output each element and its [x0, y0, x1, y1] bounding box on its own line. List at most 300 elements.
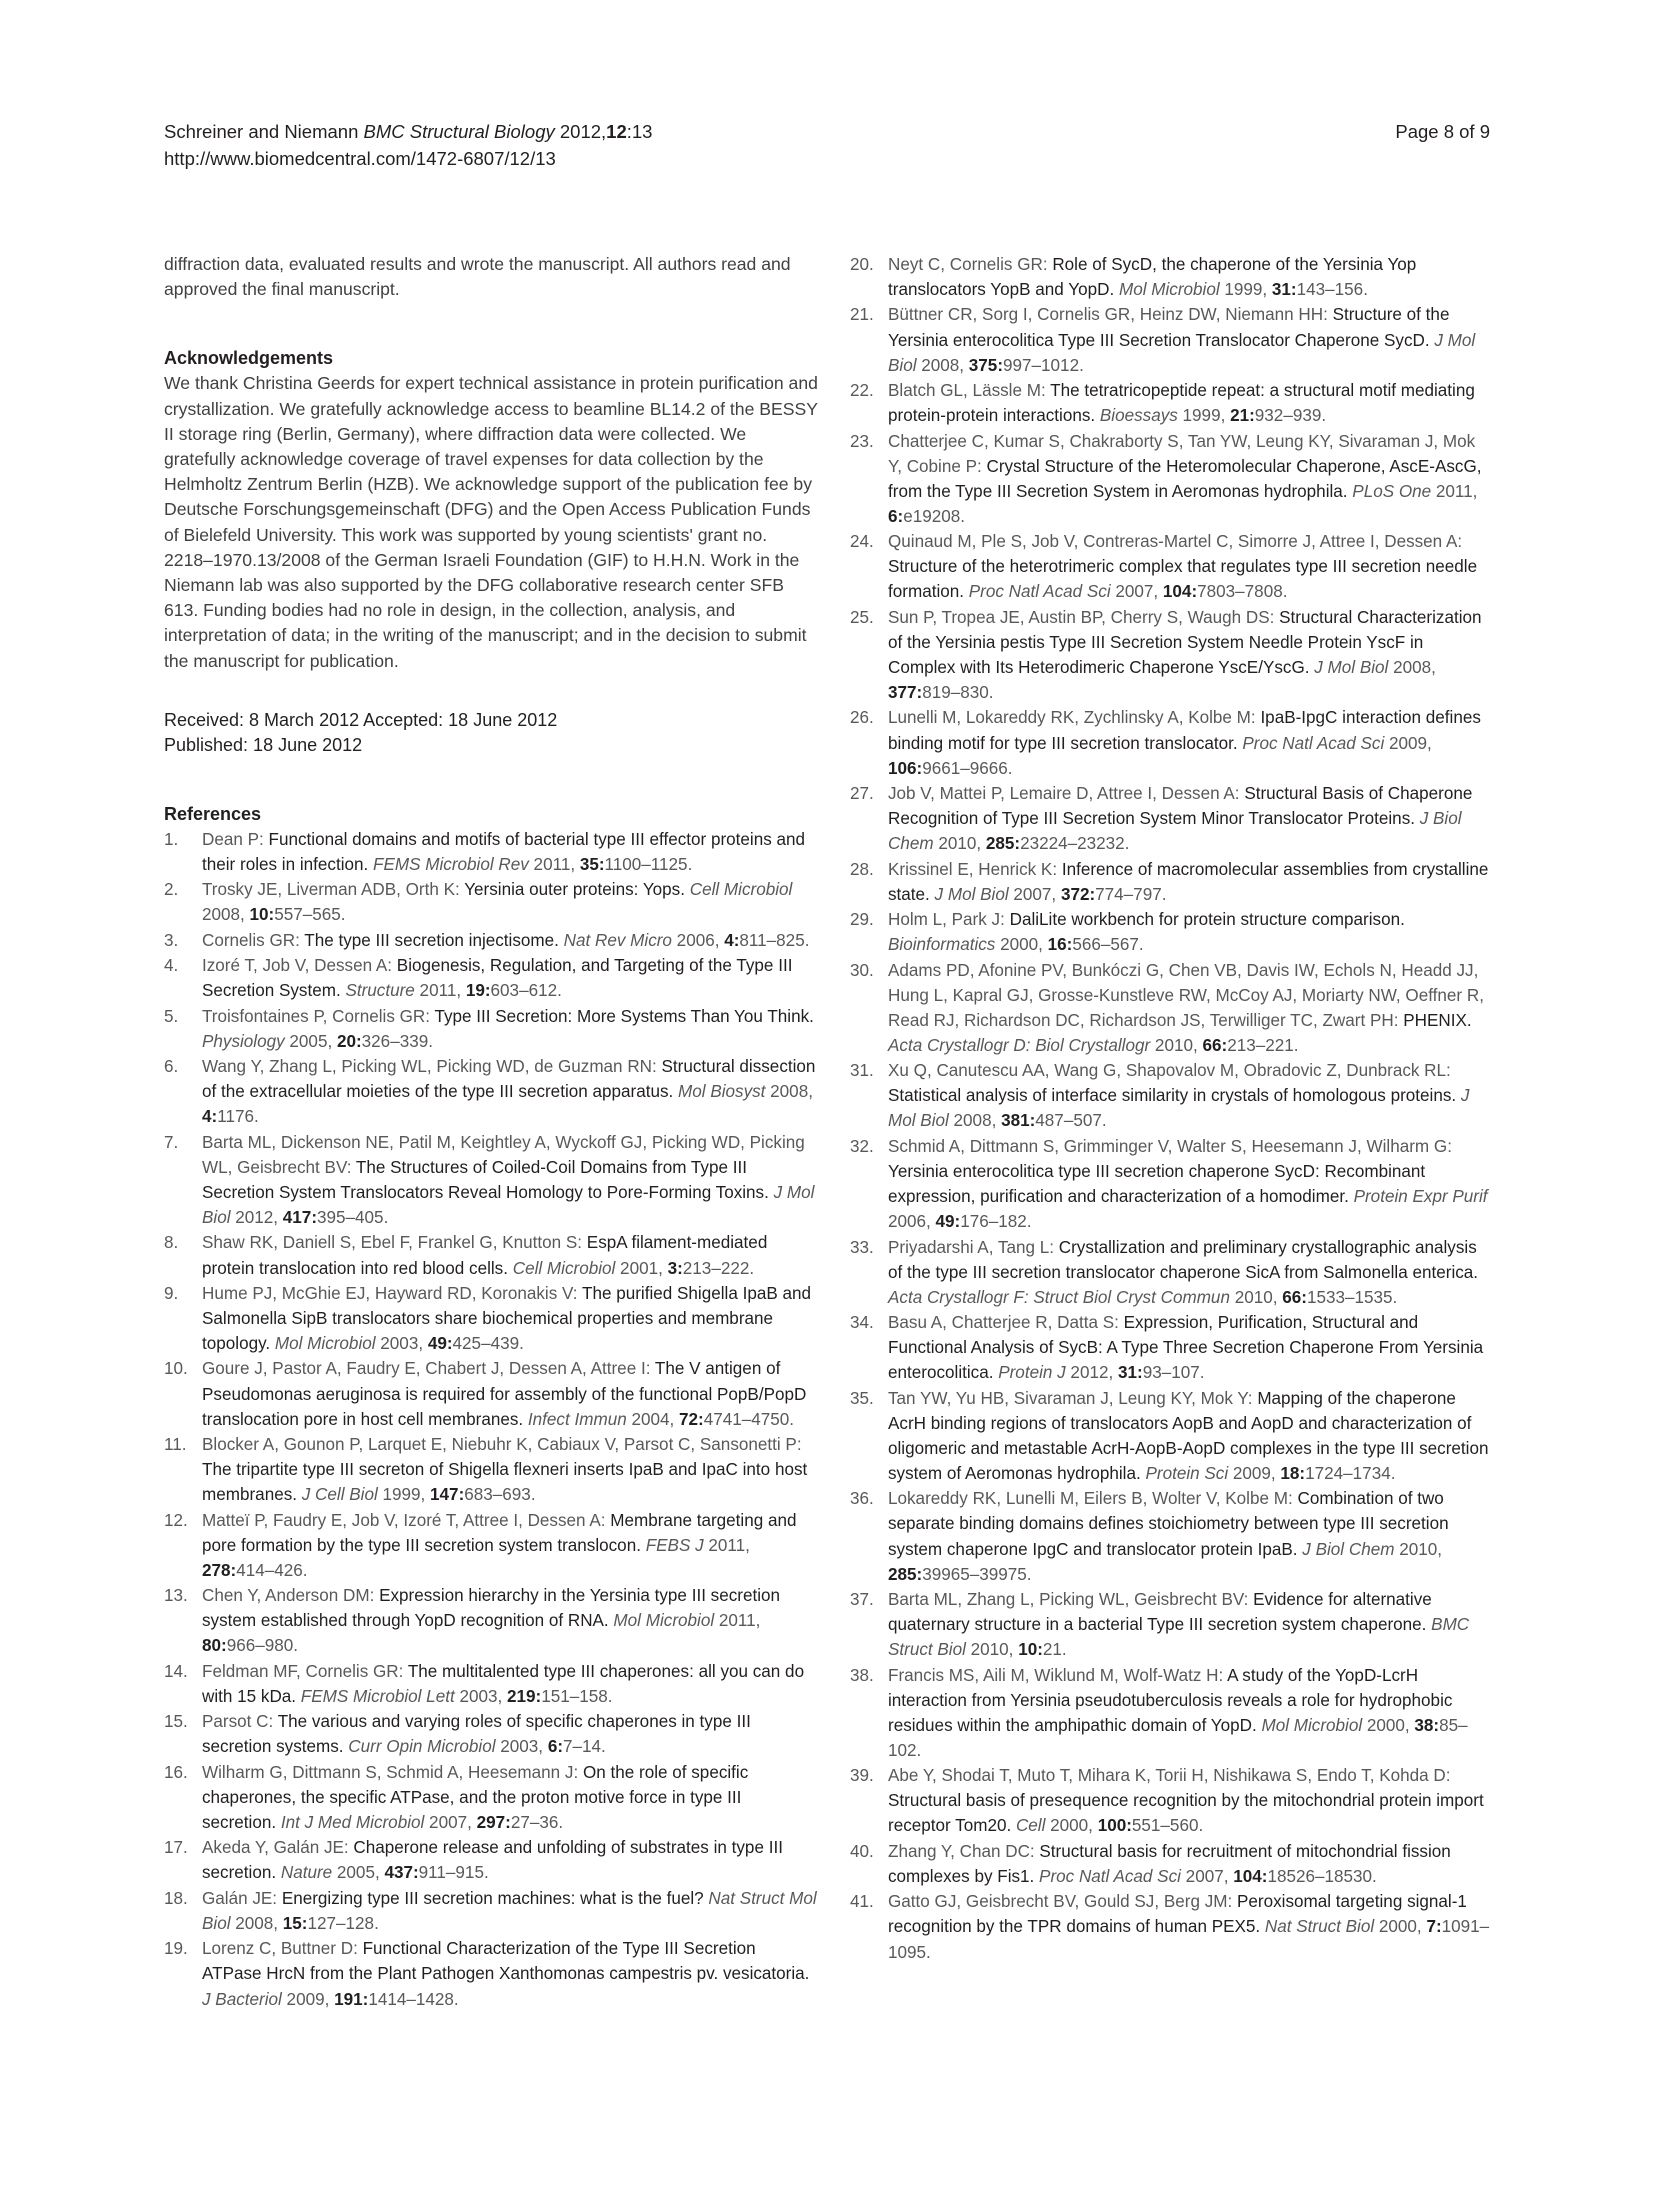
- reference-title[interactable]: Functional domains and motifs of bacterial type III effector proteins and their roles in infection.: [202, 829, 806, 874]
- reference-pages: 143–156.: [1296, 280, 1368, 300]
- reference-journal: Bioessays: [1095, 406, 1178, 426]
- reference-number: 29.: [850, 910, 874, 930]
- reference-number: 33.: [850, 1237, 874, 1257]
- reference-year: 2008,: [230, 1913, 283, 1933]
- reference-pages: 603–612.: [490, 981, 562, 1001]
- reference-journal: PLoS One: [1347, 481, 1432, 501]
- reference-number: 22.: [850, 381, 874, 401]
- reference-title[interactable]: The tripartite type III secreton of Shigella flexneri inserts IpaB and IpaC into host membranes.: [202, 1460, 808, 1505]
- reference-pages: 1100–1125.: [604, 854, 693, 874]
- reference-authors: Trosky JE, Liverman ADB, Orth K:: [202, 880, 465, 900]
- reference-pages: 1533–1535.: [1306, 1287, 1398, 1307]
- citation-line: [164, 118, 1490, 172]
- reference-pages: 557–565.: [274, 905, 346, 925]
- reference-number: 39.: [850, 1766, 874, 1786]
- reference-volume: 20:: [336, 1031, 362, 1051]
- reference-title[interactable]: Crystallization and preliminary crystallographic analysis of the type III secretion translocator chaperone SicA from Salmonella enterica.: [888, 1237, 1479, 1282]
- reference-year: 2007,: [1008, 884, 1061, 904]
- reference-item: [850, 1058, 1490, 1133]
- right-column: [850, 252, 1490, 1965]
- reference-item: [850, 605, 1490, 705]
- reference-authors: Lokareddy RK, Lunelli M, Eilers B, Wolter V, Kolbe M:: [888, 1489, 1298, 1509]
- reference-volume: 15:: [282, 1913, 308, 1933]
- reference-number: 28.: [850, 859, 874, 879]
- reference-volume: 7:: [1426, 1917, 1442, 1937]
- reference-authors: Barta ML, Zhang L, Picking WL, Geisbrecht BV:: [888, 1590, 1254, 1610]
- reference-title[interactable]: Structural basis of presequence recognition by the mitochondrial protein import receptor Tom20.: [888, 1791, 1484, 1836]
- reference-pages: 487–507.: [1035, 1111, 1107, 1131]
- reference-journal: Mol Biosyst: [673, 1082, 766, 1102]
- reference-pages: 997–1012.: [1003, 355, 1084, 375]
- reference-title[interactable]: Structural Characterization of the Yersinia pestis Type III Secretion System Needle Protein YscF in Complex with Its Heterodimeric Chaperone YscE/YscG.: [888, 607, 1482, 677]
- reference-authors: Holm L, Park J:: [888, 910, 1010, 930]
- reference-number: 40.: [850, 1841, 874, 1861]
- reference-year: 2010,: [933, 834, 986, 854]
- reference-journal: BMC Struct Biol: [888, 1615, 1470, 1660]
- reference-volume: 191:: [334, 1989, 369, 2009]
- reference-number: 21.: [850, 305, 874, 325]
- reference-volume: 372:: [1060, 884, 1096, 904]
- reference-journal: Proc Natl Acad Sci: [1237, 733, 1385, 753]
- reference-year: 2007,: [424, 1812, 477, 1832]
- header-article: :13: [626, 121, 653, 142]
- reference-title[interactable]: Structural Basis of Chaperone Recognition of Type III Secretion System Minor Translocator Proteins.: [888, 784, 1473, 829]
- reference-journal: Int J Med Microbiol: [276, 1812, 425, 1832]
- reference-pages: 9661–9666.: [922, 758, 1013, 778]
- reference-journal: Protein J: [993, 1363, 1066, 1383]
- reference-journal: J Biol Chem: [888, 809, 1462, 854]
- reference-authors: Goure J, Pastor A, Faudry E, Chabert J, Dessen A, Attree I:: [202, 1359, 655, 1379]
- reference-authors: Matteï P, Faudry E, Job V, Izoré T, Attree I, Dessen A:: [202, 1510, 611, 1530]
- reference-journal: J Mol Biol: [202, 1182, 815, 1228]
- reference-pages: 23224–23232.: [1020, 834, 1130, 854]
- reference-title[interactable]: The V antigen of Pseudomonas aeruginosa is required for assembly of the functional PopB/PopD translocation pore in host cell membranes.: [202, 1359, 807, 1429]
- reference-number: 6.: [164, 1057, 179, 1077]
- reference-item: [164, 953, 818, 1003]
- reference-item: [850, 781, 1490, 856]
- reference-number: 31.: [850, 1061, 874, 1081]
- reference-year: 1999,: [1177, 406, 1231, 426]
- reference-volume: 285:: [985, 834, 1021, 854]
- reference-year: 2009,: [1228, 1463, 1281, 1483]
- reference-volume: 375:: [968, 355, 1004, 375]
- reference-title[interactable]: The various and varying roles of specific chaperones in type III secretion systems.: [202, 1712, 751, 1757]
- reference-pages: 213–221.: [1227, 1035, 1299, 1055]
- reference-item: [164, 928, 818, 953]
- reference-authors: Feldman MF, Cornelis GR:: [202, 1661, 408, 1681]
- reference-volume: 35:: [579, 854, 605, 874]
- reference-pages: 1724–1734.: [1305, 1463, 1396, 1483]
- reference-volume: 377:: [888, 683, 923, 703]
- reference-pages: 566–567.: [1072, 935, 1144, 955]
- header-authors: Schreiner and Niemann: [164, 121, 359, 142]
- reference-volume: 31:: [1117, 1363, 1143, 1383]
- reference-authors: Adams PD, Afonine PV, Bunkóczi G, Chen VB, Davis IW, Echols N, Headd JJ, Hung L, Kapral GJ, Grosse-Kunstleve RW, McCoy AJ, Moriarty NW, Oeffner R, Read RJ, Richardson DC, Richardson JS, Terwilliger TC, Zwart PH:: [888, 960, 1484, 1030]
- reference-item: [164, 1508, 818, 1583]
- reference-list-left: [164, 827, 818, 2012]
- reference-year: 2012,: [230, 1208, 283, 1228]
- reference-title[interactable]: Structural basis for recruitment of mitochondrial fission complexes by Fis1.: [888, 1841, 1451, 1886]
- reference-volume: 297:: [476, 1812, 511, 1832]
- reference-volume: 10:: [249, 905, 275, 925]
- reference-title[interactable]: Membrane targeting and pore formation by the type III secretion system translocon.: [202, 1510, 797, 1555]
- reference-journal: J Mol Biol: [929, 884, 1009, 904]
- reference-item: [164, 1760, 818, 1835]
- reference-authors: Chen Y, Anderson DM:: [202, 1586, 380, 1606]
- reference-title[interactable]: The purified Shigella IpaB and Salmonella SipB translocators share biochemical properties and membrane topology.: [202, 1283, 812, 1354]
- reference-authors: Galán JE:: [202, 1888, 282, 1908]
- reference-authors: Lunelli M, Lokareddy RK, Zychlinsky A, Kolbe M:: [888, 708, 1261, 728]
- reference-authors: Sun P, Tropea JE, Austin BP, Cherry S, Waugh DS:: [888, 607, 1280, 627]
- reference-authors: Barta ML, Dickenson NE, Patil M, Keightley A, Wyckoff GJ, Picking WD, Picking WL, Geisbrecht BV:: [202, 1132, 805, 1177]
- reference-pages: 911–915.: [418, 1863, 489, 1883]
- reference-title[interactable]: Statistical analysis of interface similarity in crystals of homologous proteins.: [888, 1086, 1457, 1106]
- reference-title[interactable]: Biogenesis, Regulation, and Targeting of the Type III Secretion System.: [202, 956, 793, 1001]
- reference-authors: Akeda Y, Galán JE:: [202, 1838, 354, 1858]
- reference-title[interactable]: Inference of macromolecular assemblies from crystalline state.: [888, 859, 1489, 904]
- reference-item: [850, 429, 1490, 529]
- reference-volume: 104:: [1162, 582, 1198, 602]
- reference-journal: J Mol Biol: [1309, 657, 1389, 677]
- reference-number: 11.: [164, 1435, 187, 1455]
- reference-authors: Hume PJ, McGhie EJ, Hayward RD, Koronakis V:: [202, 1283, 582, 1303]
- reference-item: [164, 1130, 818, 1230]
- reference-journal: Cell Microbiol: [507, 1258, 616, 1278]
- reference-authors: Schmid A, Dittmann S, Grimminger V, Walter S, Heesemann J, Wilharm G:: [888, 1136, 1452, 1156]
- reference-pages: 39965–39975.: [922, 1564, 1032, 1584]
- reference-year: 2010,: [1150, 1035, 1203, 1055]
- reference-pages: 414–426.: [236, 1560, 308, 1580]
- reference-year: 2011,: [1431, 481, 1478, 501]
- reference-pages: 932–939.: [1254, 406, 1327, 426]
- reference-authors: Zhang Y, Chan DC:: [888, 1841, 1040, 1861]
- reference-authors: Gatto GJ, Geisbrecht BV, Gould SJ, Berg JM:: [888, 1892, 1237, 1912]
- reference-journal: Acta Crystallogr F: Struct Biol Cryst Commun: [888, 1287, 1230, 1307]
- reference-item: [164, 877, 818, 927]
- reference-item: [850, 1310, 1490, 1385]
- reference-authors: Troisfontaines P, Cornelis GR:: [202, 1006, 435, 1026]
- reference-journal: Nat Struct Mol Biol: [202, 1888, 817, 1933]
- reference-title[interactable]: Chaperone release and unfolding of substrates in type III secretion.: [202, 1838, 783, 1883]
- reference-journal: Protein Expr Purif: [1348, 1187, 1488, 1207]
- reference-pages: 551–560.: [1131, 1816, 1204, 1836]
- reference-journal: Cell: [1011, 1816, 1046, 1836]
- reference-list-right: [850, 252, 1490, 1965]
- reference-year: 2010,: [1394, 1539, 1442, 1559]
- reference-item: [850, 302, 1490, 377]
- header-url[interactable]: http://www.biomedcentral.com/1472-6807/12/13: [164, 148, 556, 169]
- reference-pages: 774–797.: [1095, 884, 1167, 904]
- reference-number: 17.: [164, 1838, 188, 1858]
- reference-title[interactable]: Mapping of the chaperone AcrH binding regions of translocators AopB and AopD and characterization of oligomeric and metastable AcrH-AopB-AopD complexes in the type III secretion system of Aeromonas hydrophila.: [888, 1388, 1489, 1483]
- reference-number: 2.: [164, 880, 179, 900]
- reference-journal: FEBS J: [640, 1535, 704, 1555]
- reference-title[interactable]: Type III Secretion: More Systems Than You Think.: [434, 1006, 814, 1026]
- reference-item: [850, 1134, 1490, 1234]
- reference-volume: 3:: [667, 1258, 683, 1278]
- reference-number: 41.: [850, 1892, 874, 1912]
- reference-year: 2008,: [916, 355, 969, 375]
- reference-year: 2011,: [714, 1611, 761, 1631]
- reference-authors: Xu Q, Canutescu AA, Wang G, Shapovalov M, Obradovic Z, Dunbrack RL:: [888, 1061, 1451, 1081]
- reference-number: 4.: [164, 956, 179, 976]
- reference-pages: 85–102.: [888, 1715, 1468, 1760]
- reference-volume: 417:: [282, 1208, 318, 1228]
- reference-journal: J Biol Chem: [1297, 1539, 1395, 1559]
- reference-item: [850, 1889, 1490, 1964]
- reference-pages: 7–14.: [563, 1737, 606, 1757]
- header-volume: 12: [606, 121, 627, 142]
- reference-number: 36.: [850, 1489, 874, 1509]
- acknowledgements-text: We thank Christina Geerds for expert technical assistance in protein purification and crystallization. We gratefully acknowledge access to beamline BL14.2 of the BESSY II storage ring (Berlin, Germany), where diffraction data were collected. We gratefully acknowledge coverage of travel expenses for data collection by the Helmholtz Zentrum Berlin (HZB). We acknowledge support of the publication fee by Deutsche Forschungsgemeinschaft (DFG) and the Open Access Publication Funds of Bielefeld University. This work was supported by young scientists' grant no. 2218–1970.13/2008 of the German Israeli Foundation (GIF) to H.H.N. Work in the Niemann lab was also supported by the DFG collaborative research center SFB 613. Funding bodies had no role in design, in the collection, analysis, and interpretation of data; in the writing of the manuscript; and in the decision to submit the manuscript for publication.: [164, 373, 818, 671]
- reference-pages: 151–158.: [541, 1686, 613, 1706]
- reference-pages: 966–980.: [226, 1636, 299, 1656]
- reference-item: [850, 1763, 1490, 1838]
- reference-journal: Nat Struct Biol: [1260, 1917, 1375, 1937]
- reference-volume: 31:: [1271, 280, 1297, 300]
- reference-pages: 93–107.: [1142, 1363, 1205, 1383]
- references-heading: References: [164, 803, 262, 824]
- reference-authors: Lorenz C, Buttner D:: [202, 1939, 363, 1959]
- reference-volume: 66:: [1282, 1287, 1307, 1307]
- header-year: 2012,: [559, 121, 607, 142]
- reference-year: 2003,: [375, 1334, 428, 1354]
- reference-authors: Parsot C:: [202, 1712, 278, 1732]
- reference-number: 23.: [850, 431, 874, 451]
- reference-volume: 100:: [1097, 1816, 1132, 1836]
- reference-title[interactable]: The type III secretion injectisome.: [304, 930, 559, 950]
- reference-volume: 285:: [888, 1564, 923, 1584]
- reference-year: 2000,: [1374, 1917, 1427, 1937]
- reference-item: [164, 1054, 818, 1129]
- reference-item: [164, 1230, 818, 1280]
- reference-title[interactable]: Crystal Structure of the Heteromolecular Chaperone, AscE-AscG, from the Type III Secretion System in Aeromonas hydrophila.: [888, 456, 1482, 501]
- reference-title[interactable]: Functional Characterization of the Type III Secretion ATPase HrcN from the Plant Pathogen Xanthomonas campestris pv. vesicatoria.: [202, 1939, 810, 1984]
- reference-number: 3.: [164, 930, 179, 950]
- page-number: Page 8 of 9: [1395, 121, 1490, 142]
- reference-journal: Physiology: [202, 1031, 285, 1051]
- reference-year: 2005,: [332, 1863, 385, 1883]
- reference-authors: Cornelis GR:: [202, 930, 305, 950]
- reference-authors: Job V, Mattei P, Lemaire D, Attree I, Dessen A:: [888, 784, 1245, 804]
- reference-title[interactable]: Combination of two separate binding domains defines stoichiometry between type III secretion system chaperone IpgC and translocator protein IpaB.: [888, 1489, 1449, 1559]
- reference-item: [164, 827, 818, 877]
- reference-volume: 21:: [1230, 406, 1255, 426]
- reference-pages: 1414–1428.: [368, 1989, 459, 2009]
- reference-volume: 6:: [888, 506, 904, 526]
- reference-journal: J Cell Biol: [297, 1485, 378, 1505]
- reference-number: 35.: [850, 1388, 874, 1408]
- reference-year: 2006,: [671, 930, 725, 950]
- reference-authors: Wilharm G, Dittmann S, Schmid A, Heesemann J:: [202, 1762, 583, 1782]
- reference-title[interactable]: Structural dissection of the extracellular moieties of the type III secretion apparatus.: [202, 1057, 816, 1102]
- reference-pages: 18526–18530.: [1267, 1866, 1377, 1886]
- reference-volume: 49:: [935, 1212, 961, 1232]
- reference-volume: 16:: [1047, 935, 1073, 955]
- reference-journal: Curr Opin Microbiol: [343, 1737, 496, 1757]
- reference-item: [850, 529, 1490, 604]
- reference-volume: 38:: [1414, 1715, 1440, 1735]
- reference-authors: Chatterjee C, Kumar S, Chakraborty S, Tan YW, Leung KY, Sivaraman J, Mok Y, Cobine P:: [888, 431, 1476, 476]
- reference-number: 5.: [164, 1006, 179, 1026]
- published-date: Published: 18 June 2012: [164, 734, 363, 755]
- reference-year: 2007,: [1180, 1866, 1234, 1886]
- received-accepted-date: Received: 8 March 2012 Accepted: 18 June 2012: [164, 709, 558, 730]
- reference-title[interactable]: On the role of specific chaperones, the specific ATPase, and the proton motive force in type III secretion.: [202, 1762, 749, 1832]
- reference-number: 13.: [164, 1586, 188, 1606]
- reference-authors: Quinaud M, Ple S, Job V, Contreras-Martel C, Simorre J, Attree I, Dessen A:: [888, 532, 1463, 552]
- reference-year: 2011,: [703, 1535, 750, 1555]
- reference-title[interactable]: The Structures of Coiled-Coil Domains from Type III Secretion System Translocators Reveal Homology to Pore-Forming Toxins.: [202, 1157, 769, 1202]
- reference-number: 7.: [164, 1132, 179, 1152]
- reference-item: [164, 1709, 818, 1759]
- reference-year: 2009,: [281, 1989, 335, 2009]
- reference-number: 10.: [164, 1359, 188, 1379]
- reference-item: [850, 958, 1490, 1058]
- reference-item: [164, 1936, 818, 2011]
- reference-year: 2000,: [1045, 1816, 1098, 1836]
- reference-title[interactable]: DaliLite workbench for protein structure comparison.: [1009, 910, 1405, 930]
- reference-pages: 326–339.: [361, 1031, 433, 1051]
- reference-volume: 10:: [1018, 1640, 1043, 1660]
- reference-volume: 4:: [724, 930, 740, 950]
- reference-number: 1.: [164, 829, 179, 849]
- reference-title[interactable]: Structure of the Yersinia enterocolitica Type III Secretion Translocator Chaperone SycD.: [888, 305, 1450, 350]
- reference-volume: 66:: [1202, 1035, 1228, 1055]
- reference-item: [164, 1281, 818, 1356]
- reference-item: [850, 857, 1490, 907]
- reference-number: 18.: [164, 1888, 188, 1908]
- reference-title[interactable]: Expression, Purification, Structural and Functional Analysis of SycB: A Type Three Secretion Chaperone From Yersinia enterocolitica.: [888, 1313, 1484, 1383]
- reference-volume: 4:: [202, 1107, 218, 1127]
- reference-journal: J Mol Biol: [888, 330, 1476, 375]
- reference-title[interactable]: Yersinia enterocolitica type III secretion chaperone SycD: Recombinant expression, purification and characterization of a homodimer.: [888, 1161, 1426, 1207]
- reference-number: 25.: [850, 607, 874, 627]
- contributions-tail: diffraction data, evaluated results and wrote the manuscript. All authors read and approved the final manuscript.: [164, 254, 791, 300]
- reference-pages: 395–405.: [317, 1208, 389, 1228]
- reference-title[interactable]: Expression hierarchy in the Yersinia type III secretion system established through YopD recognition of RNA.: [202, 1586, 781, 1631]
- reference-journal: Mol Microbiol: [1114, 280, 1220, 300]
- reference-item: [164, 1583, 818, 1658]
- reference-item: [850, 1587, 1490, 1662]
- reference-journal: Infect Immun: [523, 1409, 627, 1429]
- reference-pages: e19208.: [903, 506, 965, 526]
- reference-volume: 80:: [202, 1636, 227, 1656]
- reference-volume: 49:: [427, 1334, 453, 1354]
- reference-title[interactable]: Energizing type III secretion machines: what is the fuel?: [281, 1888, 704, 1908]
- reference-year: 2010,: [1229, 1287, 1283, 1307]
- reference-year: 2012,: [1065, 1363, 1118, 1383]
- reference-year: 2011,: [414, 981, 466, 1001]
- reference-number: 27.: [850, 784, 874, 804]
- reference-volume: 278:: [202, 1560, 237, 1580]
- reference-authors: Abe Y, Shodai T, Muto T, Mihara K, Torii H, Nishikawa S, Endo T, Kohda D:: [888, 1766, 1451, 1786]
- reference-year: 2000,: [1362, 1715, 1415, 1735]
- reference-year: 2009,: [1384, 733, 1432, 753]
- reference-volume: 106:: [888, 758, 923, 778]
- reference-authors: Blocker A, Gounon P, Larquet E, Niebuhr K, Cabiaux V, Parsot C, Sansonetti P:: [202, 1435, 802, 1455]
- reference-title[interactable]: A study of the YopD-LcrH interaction from Yersinia pseudotuberculosis reveals a role for hydrophobic residues within the amphipathic domain of YopD.: [888, 1665, 1453, 1735]
- reference-title[interactable]: Evidence for alternative quaternary structure in a bacterial Type III secretion system chaperone.: [888, 1590, 1432, 1635]
- reference-pages: 7803–7808.: [1197, 582, 1288, 602]
- reference-number: 26.: [850, 708, 874, 728]
- reference-item: [850, 1839, 1490, 1889]
- header-journal: BMC Structural Biology: [363, 121, 555, 142]
- reference-title[interactable]: Peroxisomal targeting signal-1 recognition by the TPR domains of human PEX5.: [888, 1892, 1467, 1937]
- reference-number: 14.: [164, 1661, 188, 1681]
- reference-volume: 72:: [679, 1409, 704, 1429]
- reference-volume: 6:: [547, 1737, 564, 1757]
- reference-pages: 176–182.: [960, 1212, 1032, 1232]
- reference-journal: J Bacteriol: [202, 1989, 282, 2009]
- reference-journal: Bioinformatics: [888, 935, 996, 955]
- reference-number: 9.: [164, 1283, 179, 1303]
- reference-title[interactable]: EspA filament-mediated protein translocation into red blood cells.: [202, 1233, 768, 1278]
- reference-volume: 18:: [1280, 1463, 1306, 1483]
- reference-authors: Basu A, Chatterjee R, Datta S:: [888, 1313, 1124, 1333]
- reference-year: 2003,: [495, 1737, 548, 1757]
- reference-title[interactable]: Structure of the heterotrimeric complex that regulates type III secretion needle formation.: [888, 557, 1478, 602]
- reference-authors: Büttner CR, Sorg I, Cornelis GR, Heinz DW, Niemann HH:: [888, 305, 1333, 325]
- reference-volume: 19:: [465, 981, 491, 1001]
- acknowledgements-section: [164, 346, 818, 673]
- reference-pages: 127–128.: [307, 1913, 379, 1933]
- reference-authors: Priyadarshi A, Tang L:: [888, 1237, 1059, 1257]
- reference-title[interactable]: The tetratricopeptide repeat: a structural motif mediating protein-protein interactions.: [888, 381, 1475, 426]
- reference-journal: Proc Natl Acad Sci: [964, 582, 1111, 602]
- reference-item: [850, 705, 1490, 780]
- reference-title[interactable]: IpaB-IpgC interaction defines binding motif for type III secretion translocator.: [888, 708, 1481, 753]
- reference-volume: 104:: [1233, 1866, 1268, 1886]
- reference-pages: 425–439.: [452, 1334, 524, 1354]
- reference-title[interactable]: Yersinia outer proteins: Yops.: [464, 880, 685, 900]
- reference-item: [850, 378, 1490, 428]
- reference-number: 20.: [850, 255, 874, 274]
- reference-journal: Proc Natl Acad Sci: [1034, 1866, 1181, 1886]
- reference-item: [164, 1886, 818, 1936]
- reference-title[interactable]: PHENIX.: [1403, 1010, 1472, 1030]
- reference-number: 12.: [164, 1510, 188, 1530]
- reference-year: 1999,: [377, 1485, 431, 1505]
- reference-authors: Wang Y, Zhang L, Picking WL, Picking WD, de Guzman RN:: [202, 1057, 662, 1077]
- reference-number: 24.: [850, 532, 874, 552]
- reference-volume: 219:: [506, 1686, 542, 1706]
- reference-title[interactable]: The multitalented type III chaperones: all you can do with 15 kDa.: [202, 1661, 805, 1706]
- reference-authors: Francis MS, Aili M, Wiklund M, Wolf-Watz H:: [888, 1665, 1228, 1685]
- reference-number: 16.: [164, 1762, 188, 1782]
- reference-journal: Structure: [340, 981, 415, 1001]
- reference-journal: FEMS Microbiol Rev: [368, 854, 529, 874]
- reference-journal: Nat Rev Micro: [558, 930, 672, 950]
- reference-journal: Cell Microbiol: [684, 880, 793, 900]
- reference-journal: Nature: [276, 1863, 333, 1883]
- reference-authors: Krissinel E, Henrick K:: [888, 859, 1062, 879]
- reference-number: 37.: [850, 1590, 874, 1610]
- reference-year: 1999,: [1219, 280, 1272, 300]
- reference-title[interactable]: Role of SycD, the chaperone of the Yersinia Yop translocators YopB and YopD.: [888, 255, 1417, 300]
- publication-dates: [164, 708, 818, 758]
- reference-item: [850, 1486, 1490, 1586]
- reference-item: [850, 1663, 1490, 1763]
- reference-number: 38.: [850, 1665, 874, 1685]
- reference-number: 30.: [850, 960, 874, 980]
- reference-journal: Acta Crystallogr D: Biol Crystallogr: [888, 1035, 1151, 1055]
- left-column: [164, 252, 818, 2012]
- reference-year: 2006,: [888, 1212, 936, 1232]
- reference-item: [164, 1835, 818, 1885]
- reference-journal: FEMS Microbiol Lett: [296, 1686, 455, 1706]
- reference-authors: Shaw RK, Daniell S, Ebel F, Frankel G, Knutton S:: [202, 1233, 587, 1253]
